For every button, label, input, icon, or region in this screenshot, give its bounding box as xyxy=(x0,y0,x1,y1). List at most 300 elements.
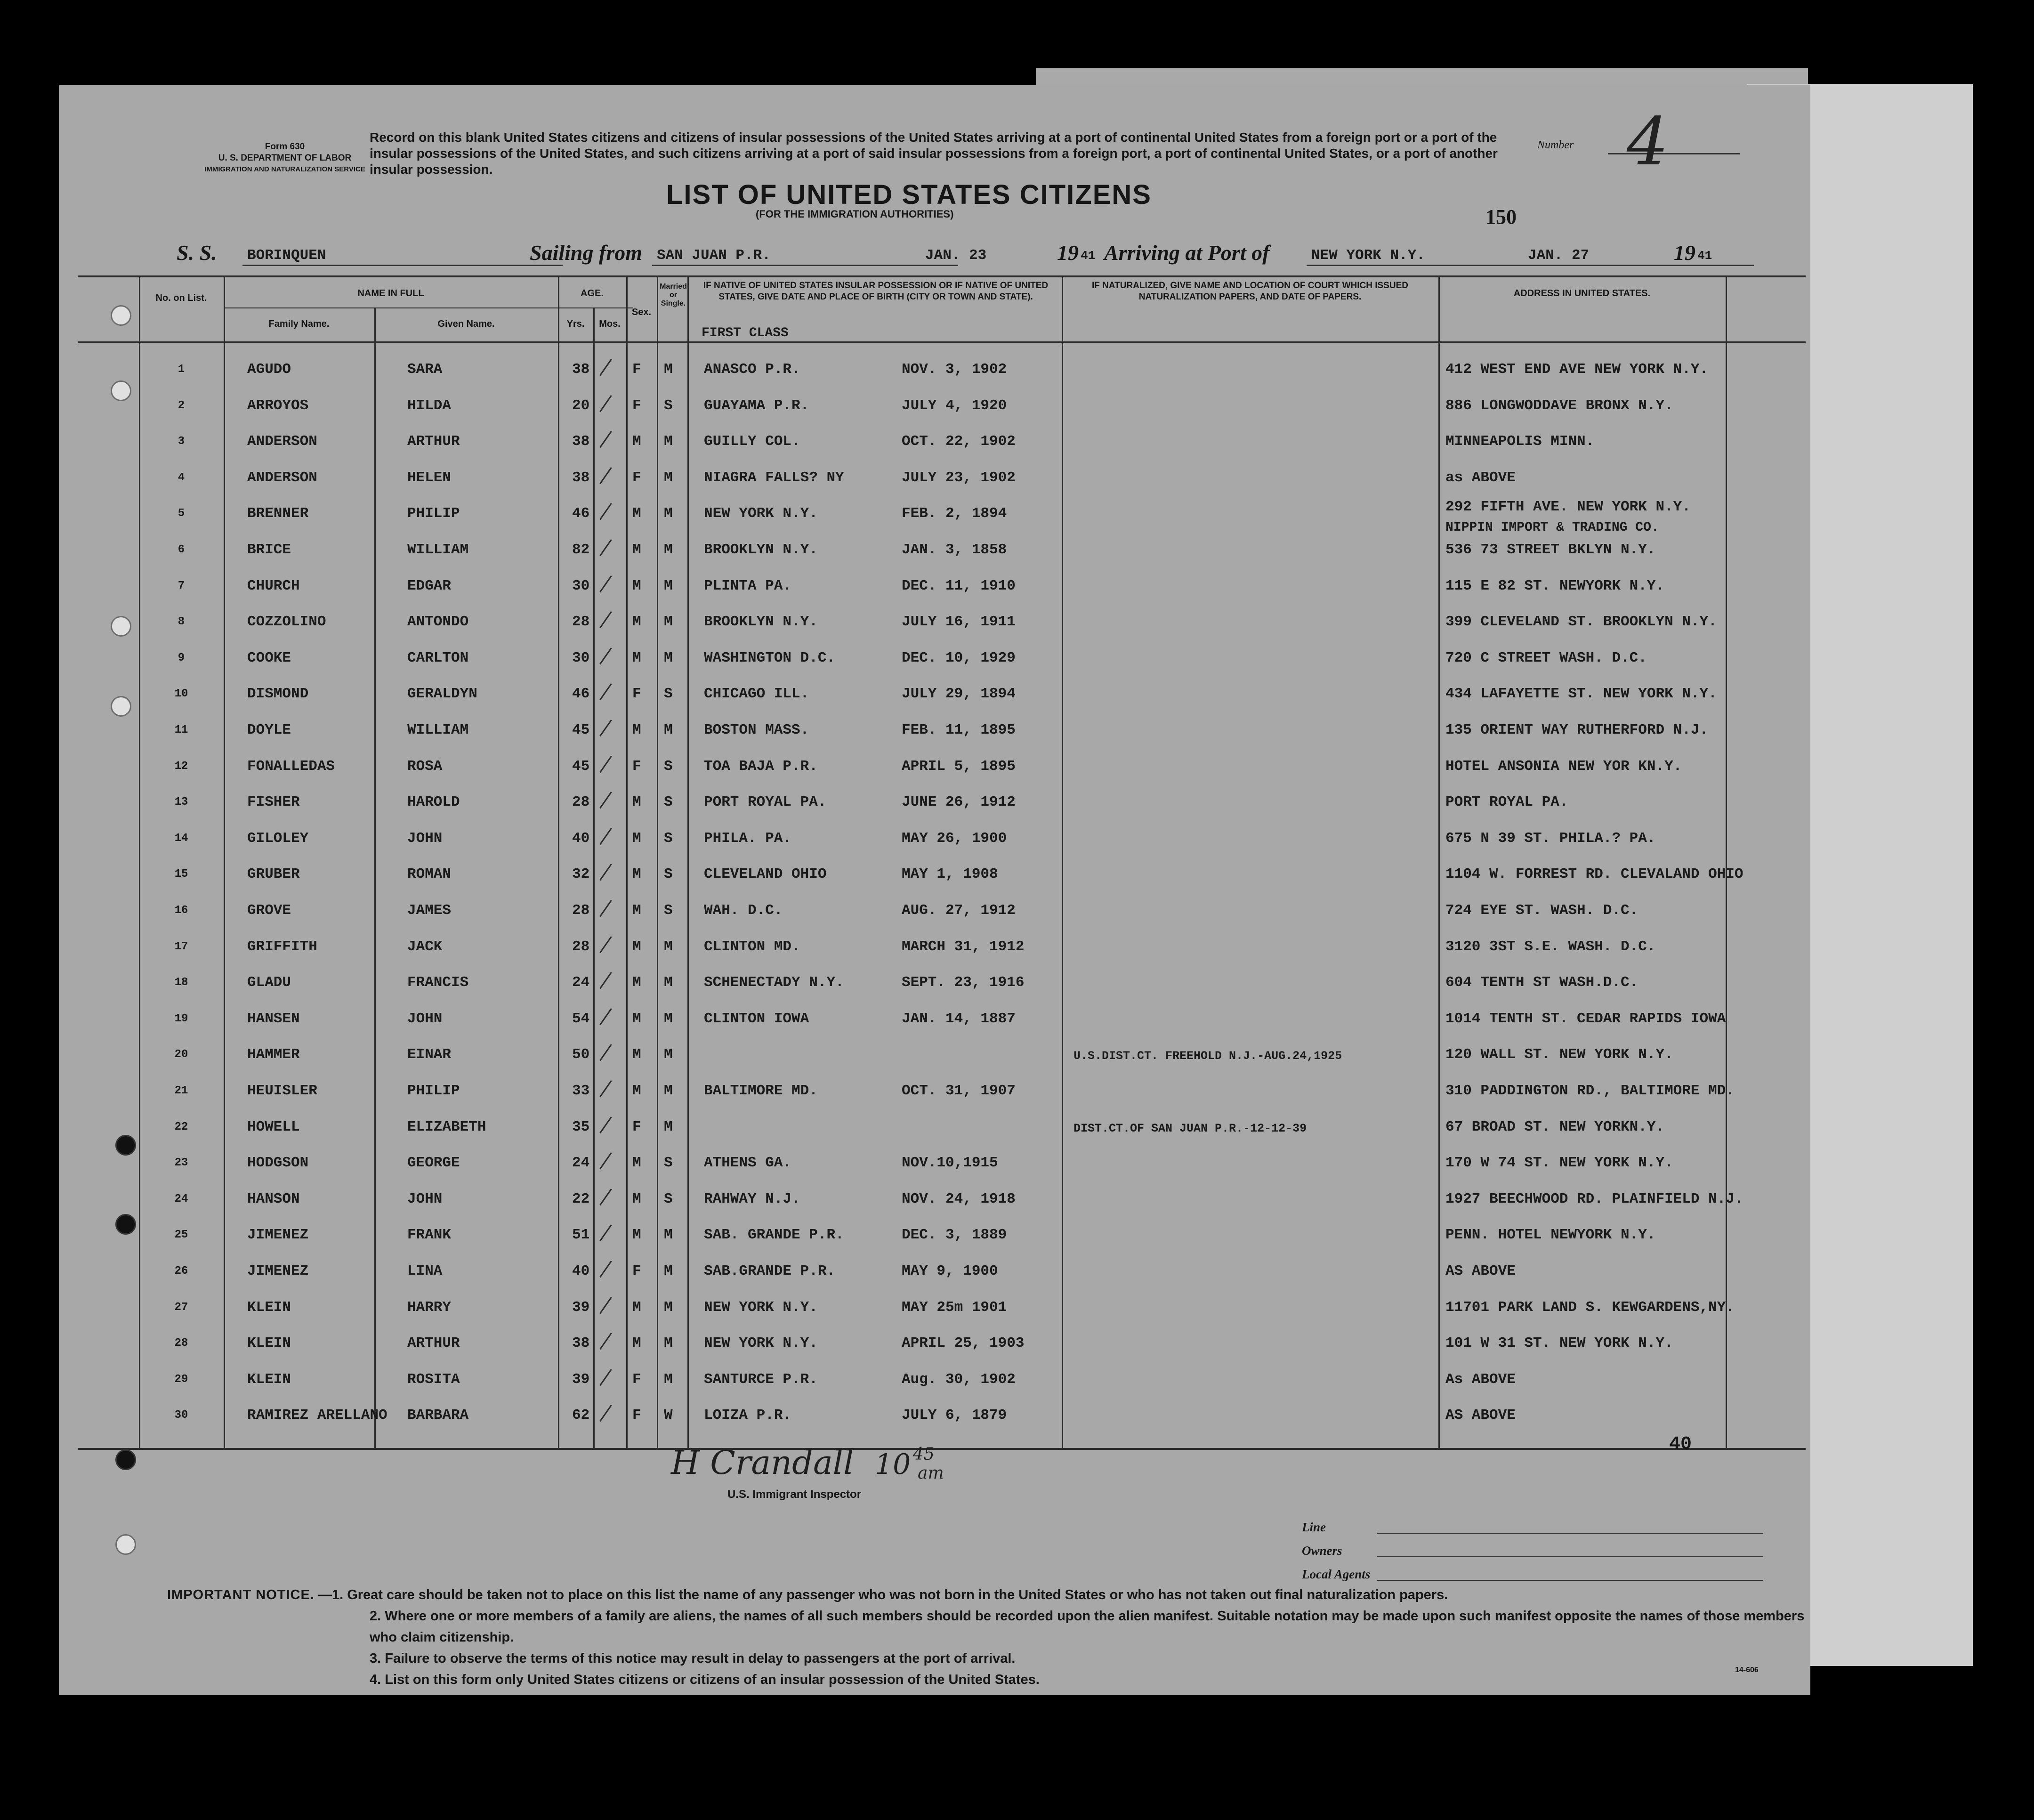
given-name: GEORGE xyxy=(407,1155,460,1172)
table-row xyxy=(59,1010,1810,1045)
table-row xyxy=(59,793,1810,829)
row-number: 6 xyxy=(178,543,185,556)
family-name: BRENNER xyxy=(247,505,309,522)
age-years: 38 xyxy=(572,433,590,450)
address: 101 W 31 ST. NEW YORK N.Y. xyxy=(1445,1335,1673,1352)
address: As ABOVE xyxy=(1445,1371,1516,1388)
birth-date: JULY 4, 1920 xyxy=(902,397,1007,414)
given-name: JAMES xyxy=(407,902,452,919)
family-name: HODGSON xyxy=(247,1155,309,1172)
birth-place: ANASCO P.R. xyxy=(704,361,800,378)
marital-status: M xyxy=(664,1263,673,1279)
row-number: 25 xyxy=(174,1229,188,1242)
age-years: 45 xyxy=(572,722,590,738)
table-row xyxy=(59,865,1810,901)
birth-date: NOV. 24, 1918 xyxy=(902,1190,1016,1207)
signature-time: 10 xyxy=(874,1448,911,1481)
age-years: 28 xyxy=(572,938,590,955)
birth-place: GUAYAMA P.R. xyxy=(704,397,809,414)
row-number: 19 xyxy=(174,1012,188,1025)
marital-status: M xyxy=(664,649,673,666)
address: 1927 BEECHWOOD RD. PLAINFIELD N.J. xyxy=(1445,1190,1743,1207)
header-name: NAME IN FULL xyxy=(357,288,424,299)
local-agents-underline xyxy=(1377,1580,1763,1581)
birth-place: CLEVELAND OHIO xyxy=(704,866,827,883)
marital-status: S xyxy=(664,686,673,703)
given-name: EINAR xyxy=(407,1046,452,1063)
given-name: PHILIP xyxy=(407,505,460,522)
age-subheader-rule xyxy=(558,307,626,308)
birth-place: BROOKLYN N.Y. xyxy=(704,614,818,631)
birth-place: CLINTON MD. xyxy=(704,938,800,955)
given-name: LINA xyxy=(407,1263,443,1279)
table-row xyxy=(59,1406,1810,1442)
sex: M xyxy=(632,1299,641,1316)
sex: M xyxy=(632,866,641,883)
marital-status: M xyxy=(664,1227,673,1244)
line-underline xyxy=(1377,1533,1763,1534)
row-number: 7 xyxy=(178,579,185,592)
months-tick-mark xyxy=(599,575,612,592)
months-tick-mark xyxy=(599,647,612,664)
marital-status: S xyxy=(664,397,673,414)
age-years: 35 xyxy=(572,1118,590,1135)
local-agents-label: Local Agents xyxy=(1302,1567,1371,1581)
table-row xyxy=(59,1370,1810,1406)
birth-date: JULY 16, 1911 xyxy=(902,614,1016,631)
given-name: HILDA xyxy=(407,397,452,414)
line-label: Line xyxy=(1302,1520,1326,1534)
header-no: No. on List. xyxy=(155,293,207,303)
given-name: ROSA xyxy=(407,758,443,775)
departure-year: 41 xyxy=(1081,249,1096,263)
given-name: JOHN xyxy=(407,1190,443,1207)
ship-underline xyxy=(242,265,563,266)
row-number: 5 xyxy=(178,507,185,520)
address: 67 BROAD ST. NEW YORKN.Y. xyxy=(1445,1118,1665,1135)
birth-date: JULY 6, 1879 xyxy=(902,1407,1007,1424)
months-tick-mark xyxy=(599,792,612,809)
table-row xyxy=(59,938,1810,973)
marital-status: S xyxy=(664,794,673,811)
birth-place: CHICAGO ILL. xyxy=(704,686,809,703)
given-name: HELEN xyxy=(407,469,452,486)
family-name: AGUDO xyxy=(247,361,291,378)
sex: M xyxy=(632,1155,641,1172)
birth-date: OCT. 31, 1907 xyxy=(902,1083,1016,1099)
birth-place: BOSTON MASS. xyxy=(704,722,809,738)
age-years: 33 xyxy=(572,1083,590,1099)
row-number: 15 xyxy=(174,868,188,881)
notice-item-3: 3. Failure to observe the terms of this notice may result in delay to passengers at the port of arrival. xyxy=(370,1651,1016,1666)
months-tick-mark xyxy=(599,1261,612,1278)
table-row xyxy=(59,577,1810,613)
birth-date: SEPT. 23, 1916 xyxy=(902,974,1025,991)
table-row xyxy=(59,499,1810,540)
address: 170 W 74 ST. NEW YORK N.Y. xyxy=(1445,1155,1673,1172)
binder-hole xyxy=(111,696,131,717)
age-years: 28 xyxy=(572,614,590,631)
departure-year-prefix: 19 xyxy=(1057,241,1079,265)
age-years: 24 xyxy=(572,974,590,991)
form-instructions: Record on this blank United States citizens and citizens of insular possessions of the United States arriving at a port of continental United States from a foreign port or a port of the insular possessions of the United States, and such citizens arriving at a port of said insular possessions from a foreign port, a port of continental United States, or a port of another insular possession. xyxy=(370,130,1498,177)
family-name: GLADU xyxy=(247,974,291,991)
months-tick-mark xyxy=(599,756,612,773)
table-top-rule xyxy=(78,275,1806,277)
notice-title: IMPORTANT NOTICE. xyxy=(167,1587,315,1602)
age-years: 28 xyxy=(572,902,590,919)
age-years: 62 xyxy=(572,1407,590,1424)
sex: M xyxy=(632,1046,641,1063)
sex: F xyxy=(632,1407,641,1424)
row-number: 29 xyxy=(174,1373,188,1386)
address: 604 TENTH ST WASH.D.C. xyxy=(1445,974,1638,991)
address: 1104 W. FORREST RD. CLEVALAND OHIO xyxy=(1445,866,1743,883)
page-total: 40 xyxy=(1669,1434,1692,1455)
departure-port: SAN JUAN P.R. xyxy=(657,247,771,264)
marital-status: S xyxy=(664,1155,673,1172)
address: AS ABOVE xyxy=(1445,1407,1516,1424)
departure-date: JAN. 23 xyxy=(925,247,987,264)
table-row xyxy=(59,901,1810,937)
row-number: 12 xyxy=(174,760,188,773)
row-number: 2 xyxy=(178,399,185,412)
months-tick-mark xyxy=(599,539,612,556)
address: 724 EYE ST. WASH. D.C. xyxy=(1445,902,1638,919)
birth-place: PORT ROYAL PA. xyxy=(704,794,827,811)
given-name: JOHN xyxy=(407,1010,443,1027)
age-years: 54 xyxy=(572,1010,590,1027)
header-birth: IF NATIVE OF UNITED STATES INSULAR POSSESSION OR IF NATIVE OF UNITED STATES, GIVE DATE AND PLACE OF BIRTH (CITY OR TOWN AND STATE). xyxy=(703,281,1049,302)
age-years: 40 xyxy=(572,1263,590,1279)
address: as ABOVE xyxy=(1445,469,1516,486)
marital-status: M xyxy=(664,1083,673,1099)
birth-date: DEC. 10, 1929 xyxy=(902,649,1016,666)
header-age: AGE. xyxy=(581,288,604,299)
sex: F xyxy=(632,758,641,775)
marital-status: M xyxy=(664,974,673,991)
address: PORT ROYAL PA. xyxy=(1445,794,1568,811)
months-tick-mark xyxy=(599,864,612,881)
months-tick-mark xyxy=(599,683,612,700)
header-months: Mos. xyxy=(599,319,621,329)
marital-status: M xyxy=(664,577,673,594)
address: 3120 3ST S.E. WASH. D.C. xyxy=(1445,938,1656,955)
inspector-signature xyxy=(671,1443,963,1482)
family-name: GRIFFITH xyxy=(247,938,317,955)
header-given: Given Name. xyxy=(437,319,495,329)
binder-hole xyxy=(111,305,131,326)
birth-date: MAY 26, 1900 xyxy=(902,830,1007,847)
sex: M xyxy=(632,505,641,522)
birth-place: NEW YORK N.Y. xyxy=(704,505,818,522)
family-name: DISMOND xyxy=(247,686,309,703)
marital-status: M xyxy=(664,1299,673,1316)
given-name: FRANCIS xyxy=(407,974,469,991)
table-row xyxy=(59,649,1810,685)
sex: M xyxy=(632,1083,641,1099)
sex: M xyxy=(632,974,641,991)
address: 434 LAFAYETTE ST. NEW YORK N.Y. xyxy=(1445,686,1717,703)
family-name: HAMMER xyxy=(247,1046,300,1063)
birth-date: MARCH 31, 1912 xyxy=(902,938,1025,955)
given-name: ELIZABETH xyxy=(407,1118,486,1135)
birth-place: NEW YORK N.Y. xyxy=(704,1335,818,1352)
age-years: 40 xyxy=(572,830,590,847)
marital-status: M xyxy=(664,505,673,522)
table-row xyxy=(59,829,1810,865)
table-row xyxy=(59,396,1810,432)
sex: M xyxy=(632,722,641,738)
address: 310 PADDINGTON RD., BALTIMORE MD. xyxy=(1445,1083,1735,1099)
row-number: 26 xyxy=(174,1265,188,1278)
marital-status: S xyxy=(664,902,673,919)
age-years: 32 xyxy=(572,866,590,883)
given-name: GERALDYN xyxy=(407,686,477,703)
birth-place: BROOKLYN N.Y. xyxy=(704,542,818,558)
table-row xyxy=(59,1154,1810,1189)
marital-status: S xyxy=(664,1190,673,1207)
months-tick-mark xyxy=(599,1008,612,1025)
arrival-date: JAN. 27 xyxy=(1528,247,1590,264)
row-number: 14 xyxy=(174,832,188,845)
given-name: EDGAR xyxy=(407,577,452,594)
birth-date: MAY 25m 1901 xyxy=(902,1299,1007,1316)
arrival-year-prefix: 19 xyxy=(1674,241,1695,265)
sex: F xyxy=(632,469,641,486)
address: 399 CLEVELAND ST. BROOKLYN N.Y. xyxy=(1445,614,1717,631)
birth-place: RAHWAY N.J. xyxy=(704,1190,800,1207)
birth-place: BALTIMORE MD. xyxy=(704,1083,818,1099)
given-name: WILLIAM xyxy=(407,722,469,738)
age-years: 38 xyxy=(572,469,590,486)
family-name: HANSEN xyxy=(247,1010,300,1027)
age-years: 39 xyxy=(572,1299,590,1316)
age-years: 28 xyxy=(572,794,590,811)
table-row xyxy=(59,1226,1810,1262)
signature-time-ampm: am xyxy=(917,1464,944,1483)
notice-item-2: 2. Where one or more members of a family are aliens, the names of all such members should be recorded upon the alien manifest. Suitable notation may be made upon such manifest opposite the names of those members who claim citizenship. xyxy=(370,1609,1805,1645)
months-tick-mark xyxy=(599,1297,612,1314)
row-number: 20 xyxy=(174,1048,188,1061)
family-name: COZZOLINO xyxy=(247,614,326,631)
important-notice xyxy=(167,1585,1810,1691)
months-tick-mark xyxy=(599,1224,612,1241)
table-row xyxy=(59,360,1810,396)
address: 292 FIFTH AVE. NEW YORK N.Y. xyxy=(1445,499,1691,516)
row-number: 17 xyxy=(174,940,188,953)
birth-date: FEB. 2, 1894 xyxy=(902,505,1007,522)
given-name: BARBARA xyxy=(407,1407,469,1424)
marital-status: M xyxy=(664,1335,673,1352)
birth-date: AUG. 27, 1912 xyxy=(902,902,1016,919)
notice-item-4: 4. List on this form only United States citizens or citizens of an insular possession of the United States. xyxy=(370,1672,1040,1687)
months-tick-mark xyxy=(599,611,612,628)
age-years: 46 xyxy=(572,505,590,522)
address: 720 C STREET WASH. D.C. xyxy=(1445,649,1647,666)
age-years: 38 xyxy=(572,1335,590,1352)
row-number: 27 xyxy=(174,1301,188,1314)
address: AS ABOVE xyxy=(1445,1263,1516,1279)
birth-date: NOV. 3, 1902 xyxy=(902,361,1007,378)
form-code: 14-606 xyxy=(1735,1666,1759,1674)
arriving-label: Arriving at Port of xyxy=(1104,241,1270,265)
signature-time-minutes: 45 xyxy=(912,1445,935,1464)
months-tick-mark xyxy=(599,1333,612,1350)
binder-hole xyxy=(111,616,131,637)
marital-status: M xyxy=(664,1046,673,1063)
address: 11701 PARK LAND S. KEWGARDENS,NY. xyxy=(1445,1299,1735,1316)
birth-date: MAY 1, 1908 xyxy=(902,866,998,883)
family-name: ANDERSON xyxy=(247,433,317,450)
table-row xyxy=(59,1334,1810,1370)
birth-place: ATHENS GA. xyxy=(704,1155,792,1172)
birth-date: APRIL 5, 1895 xyxy=(902,758,1016,775)
form-number: Form 630 xyxy=(265,142,305,152)
months-tick-mark xyxy=(599,503,612,520)
birth-place: WASHINGTON D.C. xyxy=(704,649,836,666)
given-name: FRANK xyxy=(407,1227,452,1244)
table-row xyxy=(59,432,1810,468)
months-tick-mark xyxy=(599,1405,612,1422)
row-number: 11 xyxy=(174,724,188,736)
age-years: 30 xyxy=(572,649,590,666)
family-name: FONALLEDAS xyxy=(247,758,335,775)
row-number: 1 xyxy=(178,363,185,376)
birth-date: NOV.10,1915 xyxy=(902,1155,998,1172)
address: 115 E 82 ST. NEWYORK N.Y. xyxy=(1445,577,1665,594)
birth-date: DEC. 11, 1910 xyxy=(902,577,1016,594)
marital-status: M xyxy=(664,722,673,738)
birth-place: SANTURCE P.R. xyxy=(704,1371,818,1388)
table-row xyxy=(59,973,1810,1009)
birth-date: JAN. 14, 1887 xyxy=(902,1010,1016,1027)
birth-date: MAY 9, 1900 xyxy=(902,1263,998,1279)
table-row xyxy=(59,757,1810,793)
age-years: 22 xyxy=(572,1190,590,1207)
family-name: KLEIN xyxy=(247,1371,291,1388)
owners-underline xyxy=(1377,1556,1763,1557)
marital-status: W xyxy=(664,1407,673,1424)
service-name: IMMIGRATION AND NATURALIZATION SERVICE xyxy=(204,165,365,173)
age-years: 50 xyxy=(572,1046,590,1063)
family-name: COOKE xyxy=(247,649,291,666)
family-name: KLEIN xyxy=(247,1335,291,1352)
sex: M xyxy=(632,1010,641,1027)
marital-status: M xyxy=(664,433,673,450)
birth-place: LOIZA P.R. xyxy=(704,1407,792,1424)
age-years: 20 xyxy=(572,397,590,414)
family-name: BRICE xyxy=(247,542,291,558)
months-tick-mark xyxy=(599,828,612,845)
row-number: 8 xyxy=(178,615,185,629)
table-row xyxy=(59,1262,1810,1298)
birth-date: Aug. 30, 1902 xyxy=(902,1371,1016,1388)
header-address: ADDRESS IN UNITED STATES. xyxy=(1513,288,1651,299)
table-row xyxy=(59,1045,1810,1081)
marital-status: M xyxy=(664,1010,673,1027)
birth-date: JULY 29, 1894 xyxy=(902,686,1016,703)
binder-hole xyxy=(115,1449,136,1470)
age-years: 45 xyxy=(572,758,590,775)
months-tick-mark xyxy=(599,972,612,989)
months-tick-mark xyxy=(599,359,612,376)
address: 135 ORIENT WAY RUTHERFORD N.J. xyxy=(1445,722,1709,738)
row-number: 28 xyxy=(174,1337,188,1350)
header-naturalized: IF NATURALIZED, GIVE NAME AND LOCATION OF COURT WHICH ISSUED NATURALIZATION PAPERS, AND DATE OF PAPERS. xyxy=(1091,281,1408,302)
sex: M xyxy=(632,649,641,666)
marital-status: M xyxy=(664,614,673,631)
given-name: ROMAN xyxy=(407,866,452,883)
family-name: ARROYOS xyxy=(247,397,309,414)
binder-hole xyxy=(115,1214,136,1235)
notice-item-1: —1. Great care should be taken not to place on this list the name of any passenger who was not born in the United States or who has not taken out final naturalization papers. xyxy=(318,1587,1448,1602)
header-bottom-rule xyxy=(78,341,1806,343)
marital-status: M xyxy=(664,361,673,378)
address: 886 LONGWODDAVE BRONX N.Y. xyxy=(1445,397,1673,414)
header-family: Family Name. xyxy=(268,319,330,329)
birth-date: OCT. 22, 1902 xyxy=(902,433,1016,450)
table-row xyxy=(59,721,1810,757)
marital-status: S xyxy=(664,758,673,775)
ship-name: BORINQUEN xyxy=(247,247,326,264)
header-sex: Sex. xyxy=(631,307,652,317)
marital-status: S xyxy=(664,866,673,883)
given-name: ARTHUR xyxy=(407,433,460,450)
stamp-number: 150 xyxy=(1485,205,1517,228)
sex: M xyxy=(632,1227,641,1244)
months-tick-mark xyxy=(599,1044,612,1061)
manifest-sheet xyxy=(59,85,1810,1695)
birth-place: PLINTA PA. xyxy=(704,577,792,594)
months-tick-mark xyxy=(599,1080,612,1097)
months-tick-mark xyxy=(599,1152,612,1169)
family-name: JIMENEZ xyxy=(247,1227,309,1244)
signature-name: H Crandall xyxy=(671,1443,854,1482)
row-number: 13 xyxy=(174,796,188,809)
given-name: HARRY xyxy=(407,1299,452,1316)
marital-status: M xyxy=(664,1118,673,1135)
age-years: 51 xyxy=(572,1227,590,1244)
address: 536 73 STREET BKLYN N.Y. xyxy=(1445,542,1656,558)
row-number: 10 xyxy=(174,688,188,701)
sex: M xyxy=(632,938,641,955)
family-name: CHURCH xyxy=(247,577,300,594)
birth-place: SCHENECTADY N.Y. xyxy=(704,974,844,991)
naturalization-court: DIST.CT.OF SAN JUAN P.R.-12-12-39 xyxy=(1074,1121,1307,1135)
row-number: 30 xyxy=(174,1409,188,1422)
sex: M xyxy=(632,830,641,847)
family-name: HEUISLER xyxy=(247,1083,317,1099)
birth-place: PHILA. PA. xyxy=(704,830,792,847)
months-tick-mark xyxy=(599,431,612,448)
given-name: WILLIAM xyxy=(407,542,469,558)
address: 412 WEST END AVE NEW YORK N.Y. xyxy=(1445,361,1709,378)
header-years: Yrs. xyxy=(566,319,585,329)
table-row xyxy=(59,613,1810,648)
family-name: GRUBER xyxy=(247,866,300,883)
sex: M xyxy=(632,614,641,631)
months-tick-mark xyxy=(599,936,612,953)
birth-place: TOA BAJA P.R. xyxy=(704,758,818,775)
given-name: JACK xyxy=(407,938,443,955)
months-tick-mark xyxy=(599,467,612,484)
birth-date: JULY 23, 1902 xyxy=(902,469,1016,486)
arrival-year: 41 xyxy=(1697,249,1712,263)
birth-date: JUNE 26, 1912 xyxy=(902,794,1016,811)
family-name: HANSON xyxy=(247,1190,300,1207)
birth-place: SAB.GRANDE P.R. xyxy=(704,1263,836,1279)
